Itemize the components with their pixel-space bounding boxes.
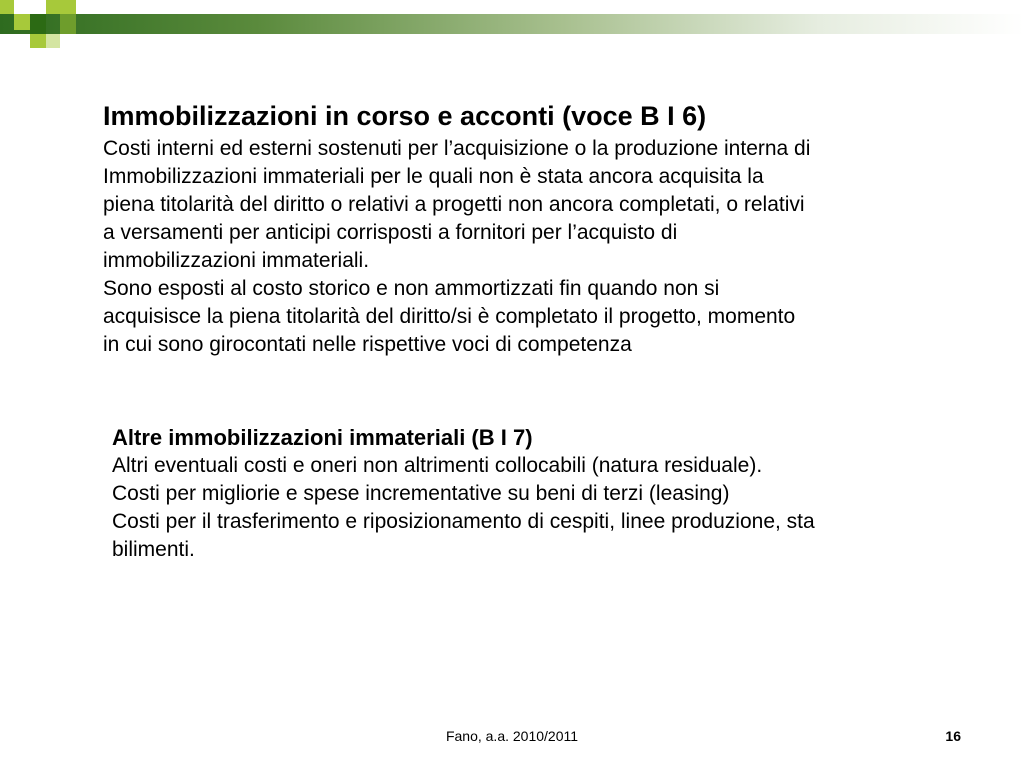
body-line: piena titolarità del diritto o relativi a progetti non ancora completati, o relativi xyxy=(103,193,805,216)
section-title: Altre immobilizzazioni immateriali (B I 7) xyxy=(112,425,533,450)
body-line: Costi per il trasferimento e riposizionamento di cespiti, linee produzione, sta xyxy=(112,510,815,533)
decor-square-icon xyxy=(46,34,60,48)
body-line: Immobilizzazioni immateriali per le quali non è stata ancora acquisita la xyxy=(103,165,764,188)
decor-square-icon xyxy=(60,14,76,34)
body-line: a versamenti per anticipi corrisposti a fornitori per l’acquisto di xyxy=(103,221,678,244)
body-line: Sono esposti al costo storico e non ammortizzati fin quando non si xyxy=(103,277,720,300)
decor-square-icon xyxy=(14,14,30,30)
decor-square-icon xyxy=(60,0,76,14)
body-line: bilimenti. xyxy=(112,538,195,561)
body-line: Costi interni ed esterni sostenuti per l’acquisizione o la produzione interna di xyxy=(103,137,811,160)
body-line: immobilizzazioni immateriali. xyxy=(103,249,370,272)
section-title: Immobilizzazioni in corso e acconti (voce B I 6) xyxy=(103,101,707,131)
body-line: Altri eventuali costi e oneri non altrimenti collocabili (natura residuale). xyxy=(112,454,763,477)
body-line: acquisisce la piena titolarità del diritto/si è completato il progetto, momento xyxy=(103,305,796,328)
decor-square-icon xyxy=(46,0,60,14)
section-immobilizzazioni-in-corso xyxy=(103,98,983,359)
page-number: 16 xyxy=(945,728,961,744)
decor-square-icon xyxy=(0,0,14,14)
footer-text: Fano, a.a. 2010/2011 xyxy=(445,728,579,744)
body-line: in cui sono girocontati nelle rispettive voci di competenza xyxy=(103,333,632,356)
decor-square-icon xyxy=(30,34,46,48)
body-line: Costi per migliorie e spese incrementative su beni di terzi (leasing) xyxy=(112,482,730,505)
decor-square-icon xyxy=(30,14,46,34)
section-altre-immobilizzazioni xyxy=(112,424,992,564)
header-gradient-bar xyxy=(0,14,1024,34)
